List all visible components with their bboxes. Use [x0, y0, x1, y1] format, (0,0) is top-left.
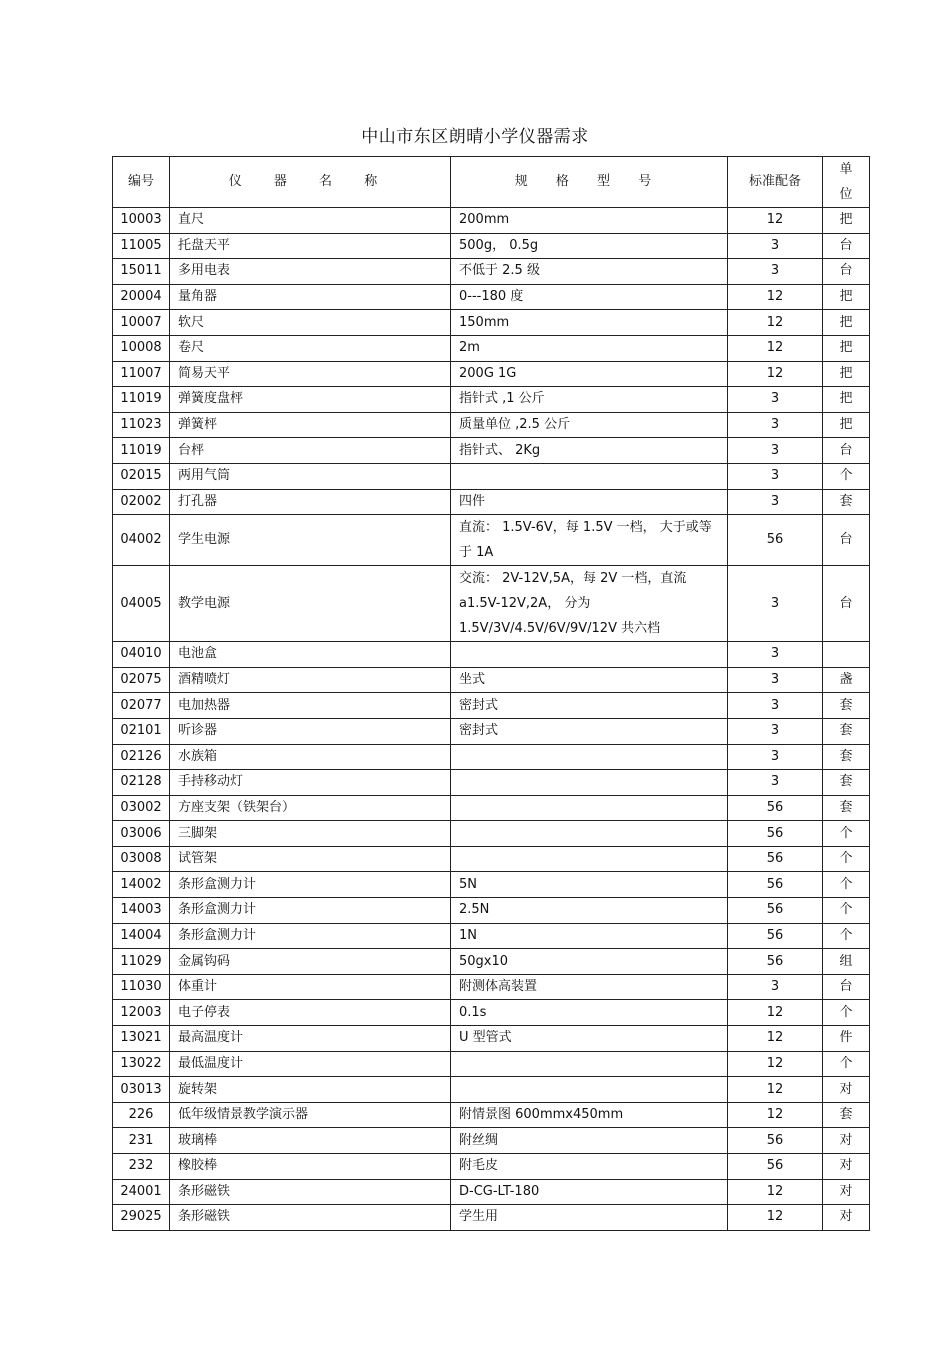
cell-spec: 0.1s [451, 1000, 728, 1026]
cell-qty: 3 [728, 744, 823, 770]
cell-qty: 12 [728, 1102, 823, 1128]
cell-name: 学生电源 [170, 515, 451, 566]
cell-spec: 150mm [451, 310, 728, 336]
cell-name: 教学电源 [170, 566, 451, 642]
header-unit: 单位 [823, 157, 870, 208]
cell-spec: 200G 1G [451, 361, 728, 387]
table-row [113, 233, 870, 259]
cell-unit: 台 [823, 566, 870, 642]
cell-qty: 56 [728, 1128, 823, 1154]
cell-name: 打孔器 [170, 489, 451, 515]
cell-qty: 56 [728, 872, 823, 898]
cell-code: 04005 [113, 566, 170, 642]
cell-qty: 12 [728, 284, 823, 310]
cell-unit: 把 [823, 412, 870, 438]
table-row [113, 949, 870, 975]
cell-name: 两用气筒 [170, 463, 451, 489]
cell-name: 直尺 [170, 208, 451, 234]
cell-unit: 盏 [823, 667, 870, 693]
table-header-row [113, 157, 870, 208]
cell-unit: 台 [823, 233, 870, 259]
cell-qty: 56 [728, 846, 823, 872]
cell-spec: 指针式、 2Kg [451, 438, 728, 464]
cell-name: 条形盒测力计 [170, 872, 451, 898]
cell-name: 听诊器 [170, 718, 451, 744]
table-row [113, 872, 870, 898]
cell-qty: 56 [728, 923, 823, 949]
cell-qty: 3 [728, 463, 823, 489]
table-row [113, 667, 870, 693]
table-row [113, 463, 870, 489]
table-row [113, 923, 870, 949]
cell-spec: 直流： 1.5V-6V，每 1.5V 一档， 大于或等于 1A [451, 515, 728, 566]
cell-unit: 套 [823, 744, 870, 770]
table-row [113, 974, 870, 1000]
cell-unit: 套 [823, 770, 870, 796]
table-row [113, 566, 870, 642]
cell-unit: 个 [823, 898, 870, 924]
table-row [113, 438, 870, 464]
cell-code: 11005 [113, 233, 170, 259]
cell-code: 231 [113, 1128, 170, 1154]
cell-qty: 56 [728, 795, 823, 821]
cell-unit: 把 [823, 335, 870, 361]
cell-qty: 12 [728, 208, 823, 234]
table-row [113, 821, 870, 847]
cell-code: 02002 [113, 489, 170, 515]
cell-spec [451, 770, 728, 796]
table-row [113, 515, 870, 566]
cell-qty: 12 [728, 310, 823, 336]
cell-unit: 个 [823, 463, 870, 489]
cell-qty: 3 [728, 489, 823, 515]
table-row [113, 1128, 870, 1154]
cell-spec: 50gx10 [451, 949, 728, 975]
header-qty: 标准配备 [728, 157, 823, 208]
table-row [113, 335, 870, 361]
cell-spec: 2.5N [451, 898, 728, 924]
cell-qty: 3 [728, 642, 823, 668]
cell-name: 条形盒测力计 [170, 898, 451, 924]
cell-spec: 2m [451, 335, 728, 361]
cell-name: 卷尺 [170, 335, 451, 361]
cell-unit: 对 [823, 1077, 870, 1103]
cell-code: 03006 [113, 821, 170, 847]
cell-spec: 交流： 2V-12V,5A，每 2V 一档，直流 a1.5V-12V,2A， 分为 1.5V/3V/4.5V/6V/9V/12V 共六档 [451, 566, 728, 642]
cell-qty: 56 [728, 898, 823, 924]
cell-name: 简易天平 [170, 361, 451, 387]
cell-qty: 12 [728, 1077, 823, 1103]
cell-spec: 附情景图 600mmx450mm [451, 1102, 728, 1128]
cell-code: 11019 [113, 387, 170, 413]
cell-spec: 附丝绸 [451, 1128, 728, 1154]
cell-qty: 12 [728, 361, 823, 387]
cell-qty: 3 [728, 974, 823, 1000]
instrument-table [112, 156, 870, 1231]
cell-qty: 3 [728, 412, 823, 438]
cell-name: 台枰 [170, 438, 451, 464]
cell-spec: 0---180 度 [451, 284, 728, 310]
cell-code: 12003 [113, 1000, 170, 1026]
cell-spec [451, 1051, 728, 1077]
table-row [113, 361, 870, 387]
cell-unit: 个 [823, 872, 870, 898]
table-row [113, 284, 870, 310]
table-row [113, 898, 870, 924]
cell-unit: 套 [823, 795, 870, 821]
cell-code: 232 [113, 1154, 170, 1180]
cell-spec [451, 744, 728, 770]
header-name: 仪 器 名 称 [170, 157, 451, 208]
cell-name: 水族箱 [170, 744, 451, 770]
cell-unit: 个 [823, 1051, 870, 1077]
cell-spec: 附毛皮 [451, 1154, 728, 1180]
cell-code: 10003 [113, 208, 170, 234]
cell-spec [451, 642, 728, 668]
cell-name: 三脚架 [170, 821, 451, 847]
cell-name: 试管架 [170, 846, 451, 872]
cell-name: 托盘天平 [170, 233, 451, 259]
cell-spec [451, 846, 728, 872]
cell-unit: 个 [823, 923, 870, 949]
cell-code: 14002 [113, 872, 170, 898]
cell-spec [451, 821, 728, 847]
cell-code: 02015 [113, 463, 170, 489]
cell-spec: 四件 [451, 489, 728, 515]
table-row [113, 1077, 870, 1103]
cell-code: 03002 [113, 795, 170, 821]
cell-name: 软尺 [170, 310, 451, 336]
table-row [113, 1179, 870, 1205]
table-row [113, 1051, 870, 1077]
cell-name: 量角器 [170, 284, 451, 310]
cell-qty: 12 [728, 1000, 823, 1026]
cell-spec [451, 1077, 728, 1103]
cell-name: 体重计 [170, 974, 451, 1000]
cell-code: 03008 [113, 846, 170, 872]
cell-name: 低年级情景教学演示器 [170, 1102, 451, 1128]
cell-name: 方座支架（铁架台） [170, 795, 451, 821]
cell-name: 橡胶棒 [170, 1154, 451, 1180]
table-row [113, 387, 870, 413]
cell-qty: 12 [728, 1026, 823, 1052]
cell-name: 条形磁铁 [170, 1205, 451, 1231]
cell-name: 多用电表 [170, 259, 451, 285]
cell-unit: 台 [823, 974, 870, 1000]
cell-code: 02126 [113, 744, 170, 770]
cell-qty: 3 [728, 387, 823, 413]
cell-unit: 对 [823, 1205, 870, 1231]
table-row [113, 718, 870, 744]
cell-name: 电加热器 [170, 693, 451, 719]
cell-name: 酒精喷灯 [170, 667, 451, 693]
cell-spec: 5N [451, 872, 728, 898]
cell-qty: 3 [728, 233, 823, 259]
table-row [113, 744, 870, 770]
cell-qty: 3 [728, 566, 823, 642]
cell-code: 14004 [113, 923, 170, 949]
cell-code: 04002 [113, 515, 170, 566]
cell-unit: 把 [823, 284, 870, 310]
table-row [113, 1102, 870, 1128]
cell-unit: 对 [823, 1179, 870, 1205]
cell-unit: 套 [823, 1102, 870, 1128]
table-row [113, 770, 870, 796]
cell-code: 10007 [113, 310, 170, 336]
cell-qty: 56 [728, 821, 823, 847]
cell-unit: 台 [823, 515, 870, 566]
cell-code: 24001 [113, 1179, 170, 1205]
cell-unit: 把 [823, 310, 870, 336]
cell-spec: 学生用 [451, 1205, 728, 1231]
cell-name: 条形磁铁 [170, 1179, 451, 1205]
cell-unit: 把 [823, 361, 870, 387]
cell-name: 条形盒测力计 [170, 923, 451, 949]
cell-spec: 附测体高装置 [451, 974, 728, 1000]
cell-unit: 套 [823, 718, 870, 744]
cell-code: 10008 [113, 335, 170, 361]
cell-qty: 12 [728, 1051, 823, 1077]
header-code: 编号 [113, 157, 170, 208]
cell-unit: 把 [823, 208, 870, 234]
cell-spec [451, 463, 728, 489]
table-row [113, 1000, 870, 1026]
cell-unit: 台 [823, 438, 870, 464]
table-row [113, 1154, 870, 1180]
page-title: 中山市东区朗晴小学仪器需求 [361, 127, 589, 147]
cell-spec: 500g， 0.5g [451, 233, 728, 259]
cell-name: 电子停表 [170, 1000, 451, 1026]
cell-qty: 3 [728, 259, 823, 285]
cell-name: 弹簧枰 [170, 412, 451, 438]
cell-code: 14003 [113, 898, 170, 924]
cell-code: 11007 [113, 361, 170, 387]
cell-code: 11029 [113, 949, 170, 975]
table-row [113, 1205, 870, 1231]
cell-name: 金属钩码 [170, 949, 451, 975]
table-body [113, 208, 870, 1231]
table-row [113, 412, 870, 438]
cell-name: 最低温度计 [170, 1051, 451, 1077]
cell-spec: 指针式 ,1 公斤 [451, 387, 728, 413]
cell-code: 11023 [113, 412, 170, 438]
cell-spec: 密封式 [451, 693, 728, 719]
cell-qty: 3 [728, 438, 823, 464]
header-spec: 规 格 型 号 [451, 157, 728, 208]
cell-unit: 个 [823, 1000, 870, 1026]
cell-qty: 3 [728, 693, 823, 719]
cell-unit: 套 [823, 693, 870, 719]
table-row [113, 1026, 870, 1052]
cell-qty: 56 [728, 1154, 823, 1180]
cell-unit: 台 [823, 259, 870, 285]
cell-qty: 3 [728, 667, 823, 693]
cell-name: 手持移动灯 [170, 770, 451, 796]
cell-unit: 个 [823, 846, 870, 872]
cell-unit: 套 [823, 489, 870, 515]
cell-spec: 质量单位 ,2.5 公斤 [451, 412, 728, 438]
cell-spec: 200mm [451, 208, 728, 234]
cell-code: 02101 [113, 718, 170, 744]
table-row [113, 642, 870, 668]
cell-code: 15011 [113, 259, 170, 285]
table-row [113, 310, 870, 336]
table-row [113, 208, 870, 234]
cell-unit: 件 [823, 1026, 870, 1052]
cell-unit [823, 642, 870, 668]
cell-qty: 12 [728, 1205, 823, 1231]
cell-name: 最高温度计 [170, 1026, 451, 1052]
cell-qty: 3 [728, 718, 823, 744]
cell-spec: 坐式 [451, 667, 728, 693]
cell-unit: 对 [823, 1128, 870, 1154]
cell-name: 电池盒 [170, 642, 451, 668]
cell-spec: 1N [451, 923, 728, 949]
cell-qty: 12 [728, 1179, 823, 1205]
table-row [113, 693, 870, 719]
table-row [113, 489, 870, 515]
cell-spec [451, 795, 728, 821]
cell-unit: 对 [823, 1154, 870, 1180]
cell-code: 29025 [113, 1205, 170, 1231]
cell-code: 13022 [113, 1051, 170, 1077]
cell-code: 11019 [113, 438, 170, 464]
cell-unit: 个 [823, 821, 870, 847]
cell-spec: 不低于 2.5 级 [451, 259, 728, 285]
cell-code: 20004 [113, 284, 170, 310]
cell-code: 226 [113, 1102, 170, 1128]
cell-qty: 3 [728, 770, 823, 796]
cell-spec: U 型管式 [451, 1026, 728, 1052]
cell-qty: 56 [728, 949, 823, 975]
cell-code: 13021 [113, 1026, 170, 1052]
cell-code: 02128 [113, 770, 170, 796]
cell-name: 玻璃棒 [170, 1128, 451, 1154]
cell-unit: 组 [823, 949, 870, 975]
cell-code: 02075 [113, 667, 170, 693]
cell-unit: 把 [823, 387, 870, 413]
cell-code: 11030 [113, 974, 170, 1000]
cell-qty: 56 [728, 515, 823, 566]
cell-name: 旋转架 [170, 1077, 451, 1103]
table-row [113, 259, 870, 285]
cell-qty: 12 [728, 335, 823, 361]
table-row [113, 846, 870, 872]
cell-code: 03013 [113, 1077, 170, 1103]
table-row [113, 795, 870, 821]
cell-name: 弹簧度盘枰 [170, 387, 451, 413]
cell-code: 02077 [113, 693, 170, 719]
cell-spec: D-CG-LT-180 [451, 1179, 728, 1205]
cell-spec: 密封式 [451, 718, 728, 744]
cell-code: 04010 [113, 642, 170, 668]
